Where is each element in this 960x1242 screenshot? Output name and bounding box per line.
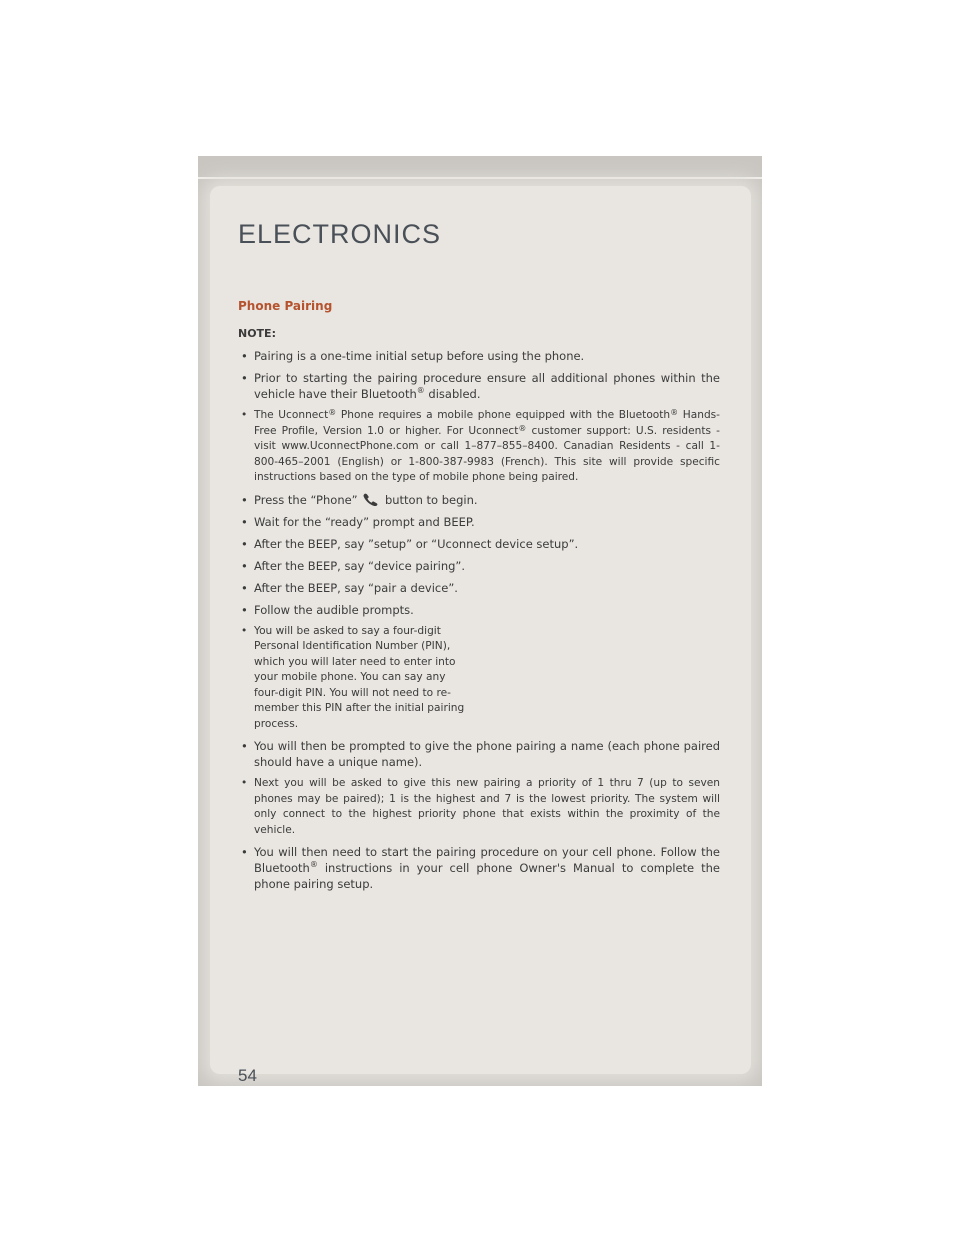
list-item: • You will then be prompted to give the phone pairing a name (each phone paired should have a unique name). xyxy=(238,738,720,770)
list-item: • Prior to starting the pairing procedure ensure all additional phones within the vehicle have their Bluetooth® disabled. xyxy=(238,370,720,402)
list-item: • After the BEEP, say “pair a device”. xyxy=(238,580,720,596)
registered-mark: ® xyxy=(328,408,337,417)
manual-page xyxy=(198,156,762,1086)
list-item: • Follow the audible prompts. xyxy=(238,602,720,618)
registered-mark: ® xyxy=(416,386,425,395)
registered-mark: ® xyxy=(518,423,527,433)
page-panel xyxy=(210,186,751,1085)
phone-handset-icon xyxy=(363,493,379,506)
list-item: • You will be asked to say a four-digit Personal Identification Number (PIN), which you will later need to enter into your mobile phone. You can say any four-digit PIN. You will not need to re- member this PIN after the initial pairing process. xyxy=(238,624,472,733)
page-number: 54 xyxy=(238,1066,257,1085)
subsection-heading: Phone Pairing xyxy=(238,299,333,313)
note-label: NOTE: xyxy=(238,327,276,340)
header-rule xyxy=(198,177,762,179)
list-item: • After the BEEP, say “device pairing”. xyxy=(238,558,720,574)
list-item: • Pairing is a one-time initial setup before using the phone. xyxy=(238,348,720,364)
list-item: • You will then need to start the pairing procedure on your cell phone. Follow the Bluetooth® instructions in your cell phone Owner's Manual to complete the phone pairing setup. xyxy=(238,844,720,892)
list-item: • Next you will be asked to give this new pairing a priority of 1 thru 7 (up to seven phones may be paired); 1 is the highest and 7 is the lowest priority. The system will only connect to the highest priority phone that exists within the proximity of the vehicle. xyxy=(238,776,720,838)
registered-mark: ® xyxy=(309,860,318,869)
list-item: • Wait for the “ready” prompt and BEEP. xyxy=(238,514,720,530)
section-title: ELECTRONICS xyxy=(238,219,442,249)
list-item: • The Uconnect® Phone requires a mobile phone equipped with the Bluetooth® Hands-Free Profile, Version 1.0 or higher. For Uconnect® customer support: U.S. residents - visit www.UconnectPhone.com or call 1–877–855–8400. Canadian Residents - call 1-800-465–2001 (English) or 1-800-387-9983 (French). This site will provide specific instructions based on the type of mobile phone being paired. xyxy=(238,408,720,486)
registered-mark: ® xyxy=(670,408,679,417)
content-area xyxy=(238,298,720,898)
list-item: • After the BEEP, say ”setup” or “Uconnect device setup”. xyxy=(238,536,720,552)
instruction-list xyxy=(238,348,720,892)
list-item: • Press the “Phone” button to begin. xyxy=(238,492,720,508)
